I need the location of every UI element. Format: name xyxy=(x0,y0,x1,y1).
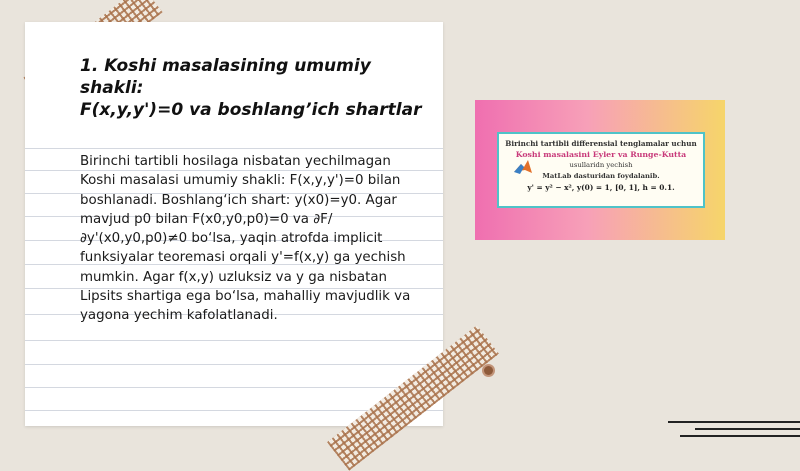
book-cover-image xyxy=(475,100,725,240)
cover-line-5: y' = y² − x², y(0) = 1, [0, 1], h = 0.1. xyxy=(527,183,675,192)
decorative-line xyxy=(695,428,800,430)
body-paragraph: Birinchi tartibli hosilaga nisbatan yechilmagan Koshi masalasi umumiy shakli: F(x,y,y')=0 bilan boshlanadi. Boshlang‘ich shart: y(x0)=y0. Agar mavjud p0 bilan F(x0,y0,p0)=0 va ∂F/∂y'(x0,y0,p0)≠0 bo‘lsa, yaqin atrofda implicit funksiyalar teoremasi orqali y'=f(x,y) ga yechish mumkin. Agar f(x,y) uzluksiz va y ga nisbatan Lipsits shartiga ega bo‘lsa, mahalliy mavjudlik va yagona yechim kafolatlanadi. xyxy=(80,154,411,324)
decorative-line xyxy=(680,435,800,437)
cover-line-4: MatLab dasturidan foydalanib. xyxy=(542,172,660,180)
slide-title xyxy=(80,55,430,121)
title-line-2: F(x,y,y')=0 va boshlang’ich shartlar xyxy=(80,100,422,120)
cover-line-1: Birinchi tartibli differensial tenglamalar uchun xyxy=(505,139,697,148)
paper-rule xyxy=(25,340,443,341)
paper-rule xyxy=(25,148,443,149)
paper-rule xyxy=(25,387,443,388)
note-paper xyxy=(25,22,443,426)
title-line-1: 1. Koshi masalasining umumiy shakli: xyxy=(80,56,371,98)
matlab-logo-icon xyxy=(513,158,533,178)
cover-line-3: usullaridn yechish xyxy=(569,161,633,169)
decorative-line xyxy=(668,421,800,423)
pin-icon xyxy=(484,366,493,375)
cover-card xyxy=(497,132,705,208)
cover-line-2: Koshi masalasini Eyler va Runge-Kutta xyxy=(515,150,687,159)
paper-rule xyxy=(25,364,443,365)
